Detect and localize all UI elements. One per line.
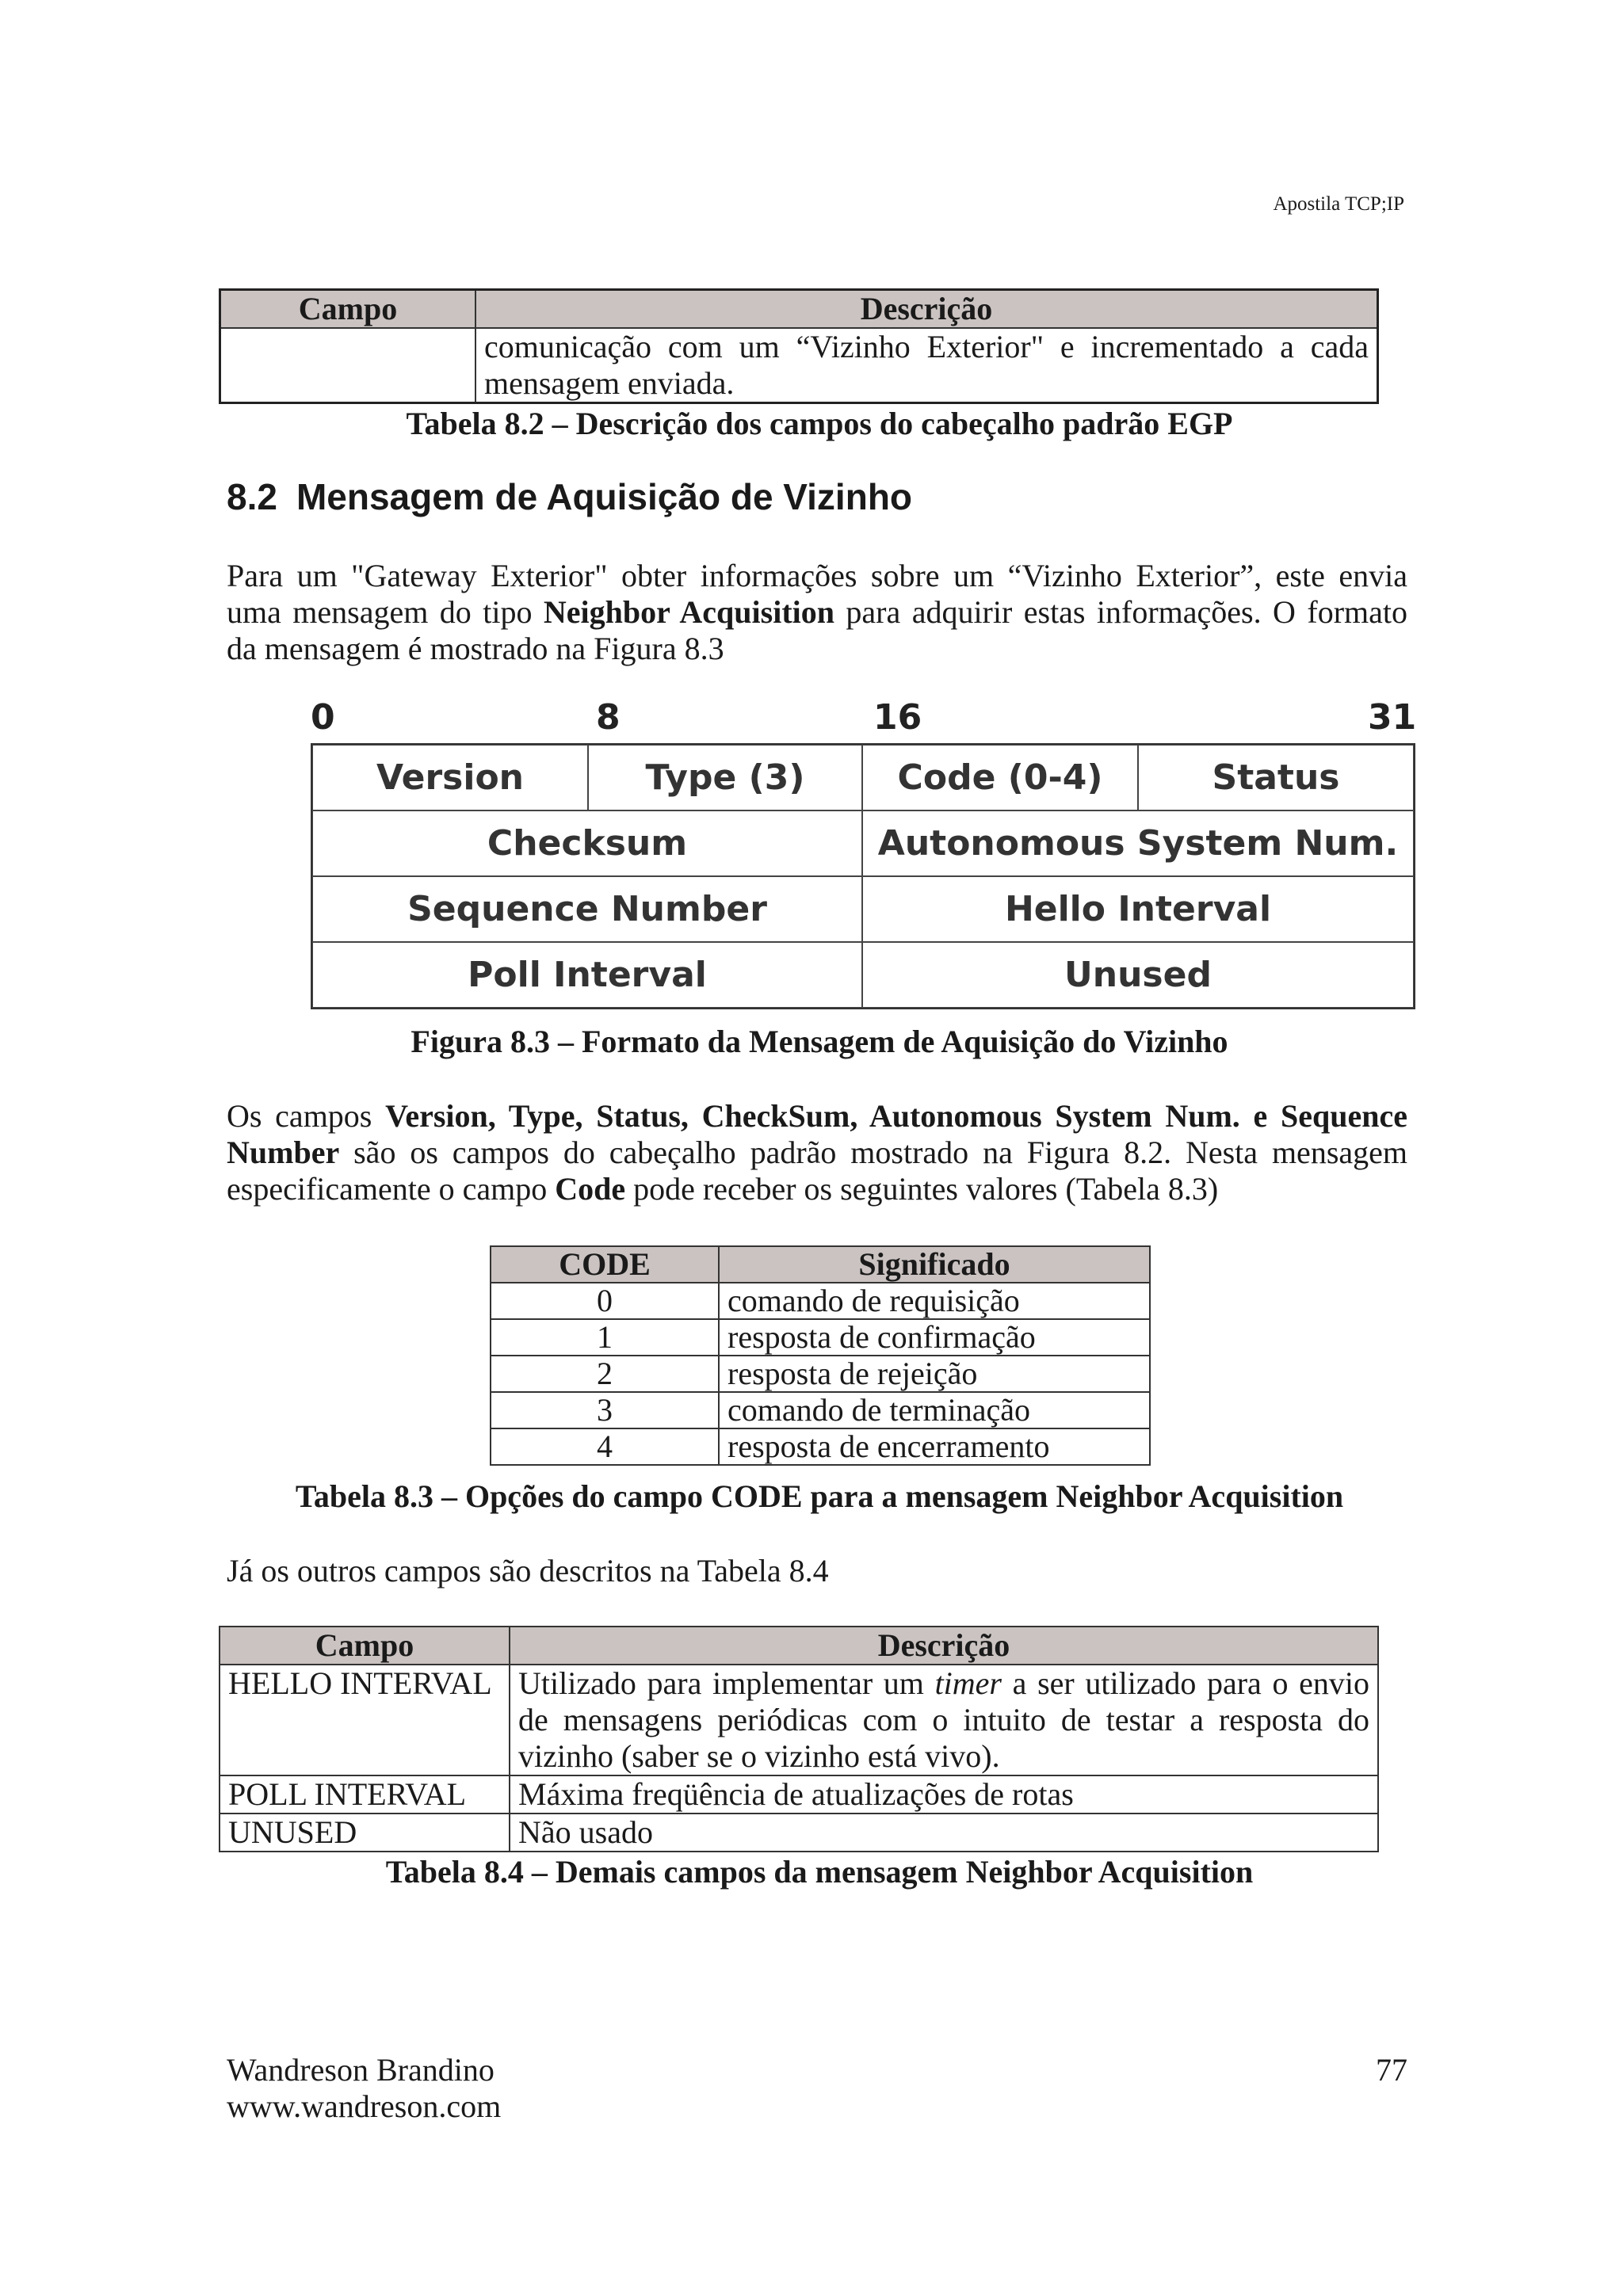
paragraph-line (227, 1135, 1407, 1171)
table-caption: Tabela 8.3 – Opções do campo CODE para a mensagem Neighbor Acquisition (295, 1478, 1344, 1514)
table-caption: Tabela 8.4 – Demais campos da mensagem Neighbor Acquisition (385, 1854, 1254, 1890)
bold-term: Number (227, 1135, 340, 1170)
table-row (220, 1775, 1378, 1814)
text-run: a ser utilizado para o envio (1002, 1665, 1369, 1701)
table-8-2 (219, 288, 1379, 404)
table-header-significado: Significado (719, 1246, 1150, 1283)
table-cell-code: 4 (491, 1428, 719, 1465)
section-number: 8.2 (227, 476, 277, 517)
table-cell-descricao (510, 1665, 1378, 1775)
table-cell-code: 0 (491, 1283, 719, 1319)
table-cell-line: de mensagens periódicas com o intuito de testar a resposta do (518, 1702, 1369, 1737)
footer-site: www.wandreson.com (227, 2088, 502, 2124)
field-status: Status (1138, 745, 1414, 810)
bold-term: Neighbor Acquisition (543, 594, 834, 630)
running-head: Apostila TCP;IP (1273, 193, 1404, 215)
text-run: Os campos (227, 1098, 386, 1134)
paragraph-line (227, 1098, 1407, 1135)
text-run: Utilizado para implementar um (518, 1665, 935, 1701)
table-cell-code: 3 (491, 1392, 719, 1428)
packet-format-grid (311, 743, 1415, 1009)
text-run: uma mensagem do tipo (227, 594, 544, 630)
table-cell-significado: resposta de encerramento (719, 1428, 1150, 1465)
text-run: especificamente o campo (227, 1171, 556, 1207)
section-title: Mensagem de Aquisição de Vizinho (296, 476, 913, 517)
table-header-campo: Campo (220, 1627, 510, 1665)
table-header-descricao: Descrição (510, 1627, 1378, 1665)
table-8-4 (219, 1626, 1379, 1852)
paragraph (227, 1098, 1407, 1207)
table-header-campo: Campo (220, 290, 476, 329)
field-type: Type (3) (588, 745, 862, 810)
table-cell-line: mensagem enviada. (484, 365, 735, 401)
paragraph (227, 558, 1407, 667)
table-cell-code: 1 (491, 1319, 719, 1356)
table-header-row (491, 1246, 1150, 1283)
table-cell-descricao: Máxima freqüência de atualizações de rotas (510, 1775, 1378, 1814)
table-cell-significado: resposta de confirmação (719, 1319, 1150, 1356)
bold-term: Version, Type, Status, CheckSum, Autonomous System Num. e Sequence (385, 1098, 1408, 1134)
table-cell-line (518, 1665, 1369, 1702)
table-header-row (220, 290, 1378, 329)
field-unused: Unused (862, 942, 1414, 1008)
text-run: são os campos do cabeçalho padrão mostrado na Figura 8.2. Nesta mensagem (339, 1135, 1407, 1170)
table-row (491, 1392, 1150, 1428)
figure-caption: Figura 8.3 – Formato da Mensagem de Aquisição do Vizinho (411, 1024, 1228, 1059)
field-version: Version (312, 745, 588, 810)
paragraph-line (227, 594, 1407, 631)
bit-label-31: 31 (1368, 697, 1417, 738)
table-row (491, 1319, 1150, 1356)
section-heading (227, 475, 912, 518)
table-row (220, 1665, 1378, 1775)
paragraph-line (227, 1171, 1407, 1207)
table-row (220, 1814, 1378, 1852)
bit-label-16: 16 (873, 697, 922, 738)
page-number: 77 (1376, 2052, 1407, 2088)
table-cell-descricao (475, 328, 1378, 403)
table-cell-significado: comando de requisição (719, 1283, 1150, 1319)
table-cell-campo (220, 328, 476, 403)
table-row (491, 1356, 1150, 1392)
table-row (220, 328, 1378, 403)
paragraph-line: Para um "Gateway Exterior" obter informações sobre um “Vizinho Exterior”, este envia (227, 558, 1407, 593)
field-sequence-number: Sequence Number (312, 876, 862, 942)
table-row (491, 1283, 1150, 1319)
field-checksum: Checksum (312, 810, 862, 876)
italic-term: timer (934, 1665, 1002, 1701)
field-poll-interval: Poll Interval (312, 942, 862, 1008)
table-header-row (220, 1627, 1378, 1665)
bit-label-8: 8 (596, 697, 621, 738)
table-cell-significado: resposta de rejeição (719, 1356, 1150, 1392)
footer-author: Wandreson Brandino (227, 2052, 495, 2088)
text-run: para adquirir estas informações. O formato (834, 594, 1407, 630)
table-header-code: CODE (491, 1246, 719, 1283)
field-hello-interval: Hello Interval (862, 876, 1414, 942)
table-cell-campo: POLL INTERVAL (220, 1775, 510, 1814)
table-cell-line: comunicação com um “Vizinho Exterior" e incrementado a cada (484, 329, 1369, 364)
table-row (491, 1428, 1150, 1465)
bold-term: Code (555, 1171, 626, 1207)
bit-label-0: 0 (311, 697, 335, 738)
table-cell-line: vizinho (saber se o vizinho está vivo). (518, 1738, 1000, 1774)
text-run: pode receber os seguintes valores (Tabela 8.3) (625, 1171, 1219, 1207)
table-header-descricao: Descrição (475, 290, 1378, 329)
field-code: Code (0-4) (862, 745, 1138, 810)
table-cell-campo: UNUSED (220, 1814, 510, 1852)
table-cell-code: 2 (491, 1356, 719, 1392)
paragraph-line: da mensagem é mostrado na Figura 8.3 (227, 631, 724, 666)
table-cell-significado: comando de terminação (719, 1392, 1150, 1428)
table-cell-campo: HELLO INTERVAL (220, 1665, 510, 1775)
table-caption: Tabela 8.2 – Descrição dos campos do cabeçalho padrão EGP (406, 406, 1233, 441)
table-cell-descricao: Não usado (510, 1814, 1378, 1852)
table-8-3 (490, 1245, 1151, 1466)
field-autonomous-system-num: Autonomous System Num. (862, 810, 1414, 876)
paragraph: Já os outros campos são descritos na Tabela 8.4 (227, 1553, 829, 1589)
